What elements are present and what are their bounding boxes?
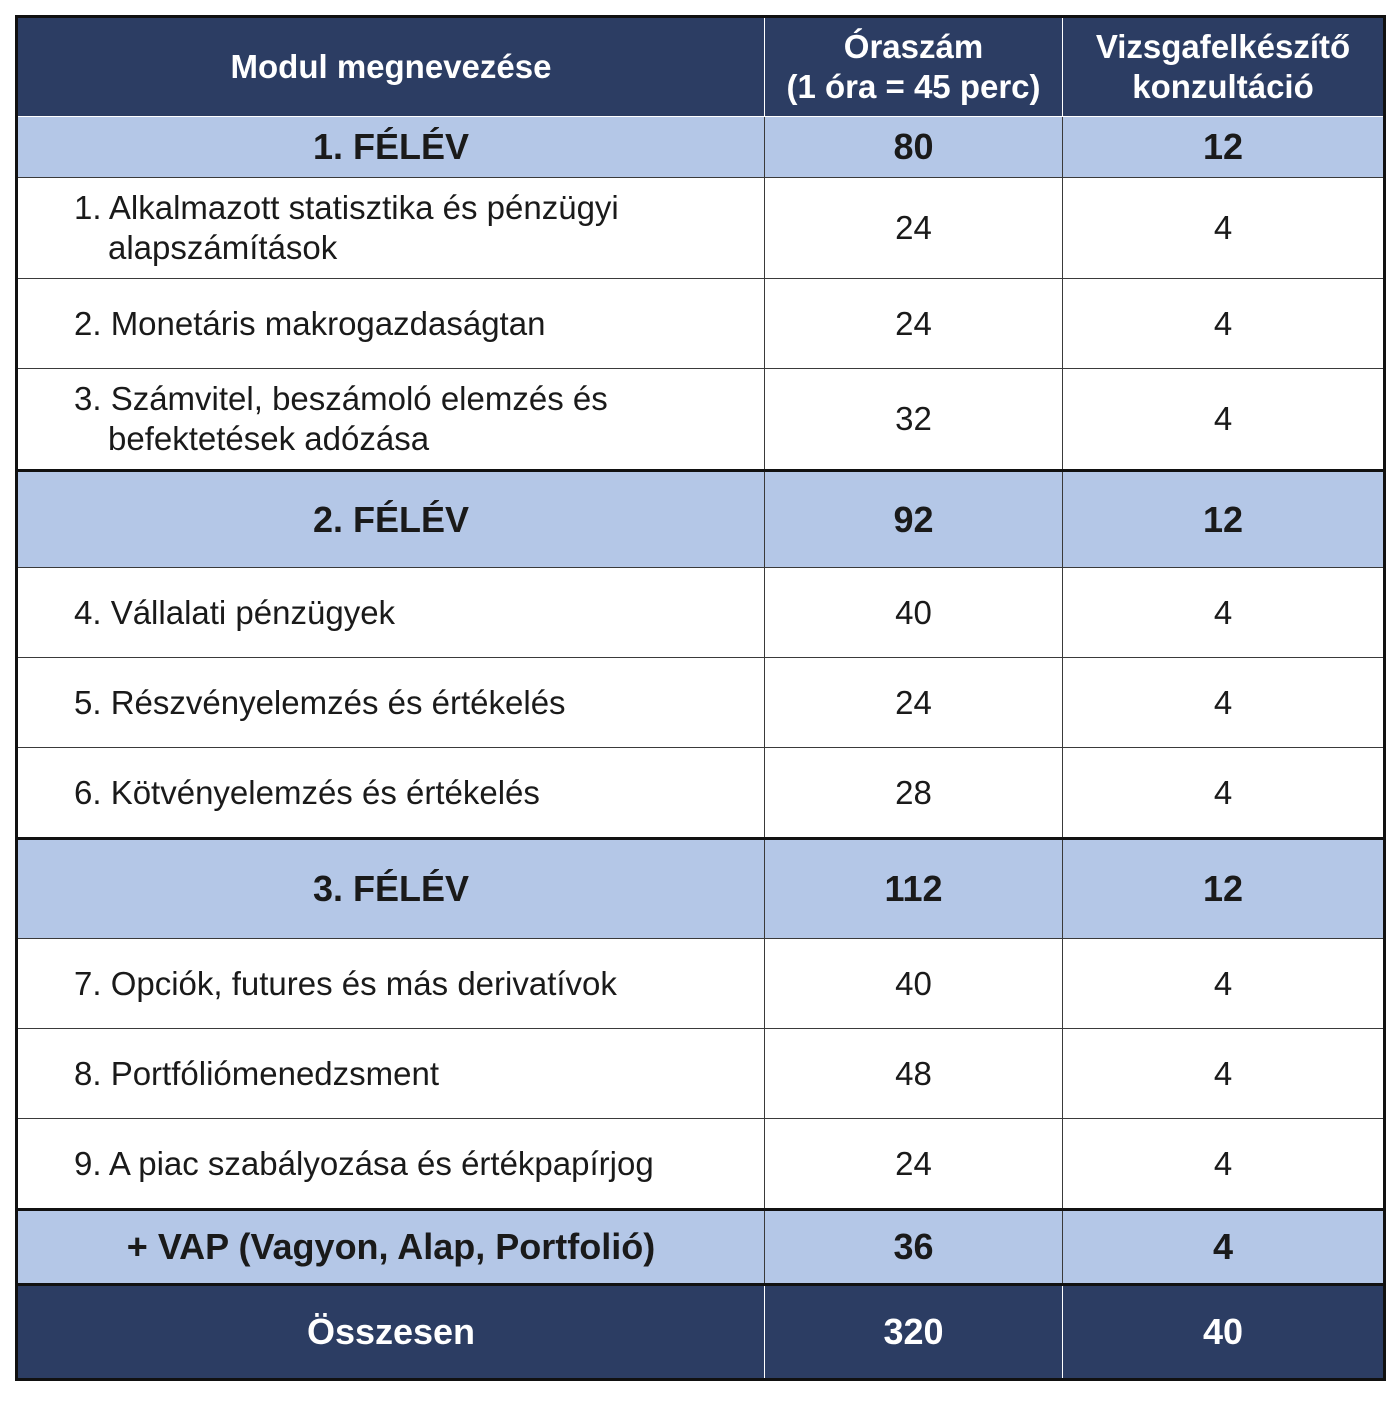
semester-consultation: 12 — [1063, 117, 1385, 178]
module-row — [17, 279, 1385, 369]
course-hours-table — [15, 15, 1386, 1381]
module-name-text: 2. Monetáris makrogazdaságtan — [74, 304, 546, 342]
module-name-text: 5. Részvényelemzés és értékelés — [74, 683, 566, 721]
module-name-text: 1. Alkalmazott statisztika és pénzügyi alapszámítások — [74, 189, 619, 266]
header-hours — [765, 17, 1063, 117]
module-hours: 24 — [765, 178, 1063, 279]
module-consultation: 4 — [1063, 658, 1385, 748]
module-name — [17, 178, 765, 279]
total-hours: 320 — [765, 1285, 1063, 1380]
module-consultation: 4 — [1063, 939, 1385, 1029]
vap-row — [17, 1210, 1385, 1285]
header-row — [17, 17, 1385, 117]
vap-hours: 36 — [765, 1210, 1063, 1285]
module-row — [17, 1029, 1385, 1119]
module-hours: 40 — [765, 939, 1063, 1029]
module-hours: 40 — [765, 568, 1063, 658]
module-row — [17, 658, 1385, 748]
module-name-text: 7. Opciók, futures és más derivatívok — [74, 964, 617, 1002]
module-name — [17, 279, 765, 369]
header-hours-line2: (1 óra = 45 perc) — [786, 68, 1041, 105]
module-consultation: 4 — [1063, 369, 1385, 471]
module-name — [17, 939, 765, 1029]
module-consultation: 4 — [1063, 1029, 1385, 1119]
module-hours: 24 — [765, 1119, 1063, 1210]
module-consultation: 4 — [1063, 748, 1385, 839]
module-name — [17, 1029, 765, 1119]
semester-label: 2. FÉLÉV — [17, 471, 765, 568]
semester-hours: 112 — [765, 839, 1063, 939]
header-consultation-line1: Vizsgafelkészítő — [1095, 28, 1351, 65]
semester-hours: 80 — [765, 117, 1063, 178]
module-name — [17, 369, 765, 471]
total-row — [17, 1285, 1385, 1380]
module-name — [17, 568, 765, 658]
module-hours: 48 — [765, 1029, 1063, 1119]
semester-label: 1. FÉLÉV — [17, 117, 765, 178]
module-row — [17, 568, 1385, 658]
module-hours: 24 — [765, 279, 1063, 369]
semester-consultation: 12 — [1063, 471, 1385, 568]
header-consultation-line2: konzultáció — [1132, 68, 1314, 105]
total-label: Összesen — [17, 1285, 765, 1380]
module-row — [17, 748, 1385, 839]
module-hours: 32 — [765, 369, 1063, 471]
module-consultation: 4 — [1063, 279, 1385, 369]
vap-consultation: 4 — [1063, 1210, 1385, 1285]
module-name — [17, 1119, 765, 1210]
module-hours: 28 — [765, 748, 1063, 839]
module-consultation: 4 — [1063, 178, 1385, 279]
semester-hours: 92 — [765, 471, 1063, 568]
module-row — [17, 939, 1385, 1029]
header-module-name: Modul megnevezése — [17, 17, 765, 117]
module-consultation: 4 — [1063, 568, 1385, 658]
header-consultation — [1063, 17, 1385, 117]
module-name-text: 8. Portfóliómenedzsment — [74, 1054, 440, 1092]
module-name-text: 4. Vállalati pénzügyek — [74, 593, 396, 631]
vap-label: + VAP (Vagyon, Alap, Portfolió) — [17, 1210, 765, 1285]
module-name-text: 3. Számvitel, beszámoló elemzés és befektetések adózása — [74, 380, 608, 457]
module-name-text: 6. Kötvényelemzés és értékelés — [74, 773, 540, 811]
header-hours-line1: Óraszám — [843, 28, 984, 65]
semester-row — [17, 839, 1385, 939]
total-consultation: 40 — [1063, 1285, 1385, 1380]
module-row — [17, 178, 1385, 279]
semester-row — [17, 117, 1385, 178]
module-row — [17, 1119, 1385, 1210]
module-row — [17, 369, 1385, 471]
module-name — [17, 748, 765, 839]
module-consultation: 4 — [1063, 1119, 1385, 1210]
semester-label: 3. FÉLÉV — [17, 839, 765, 939]
semester-row — [17, 471, 1385, 568]
module-name — [17, 658, 765, 748]
module-hours: 24 — [765, 658, 1063, 748]
module-name-text: 9. A piac szabályozása és értékpapírjog — [74, 1144, 654, 1182]
semester-consultation: 12 — [1063, 839, 1385, 939]
